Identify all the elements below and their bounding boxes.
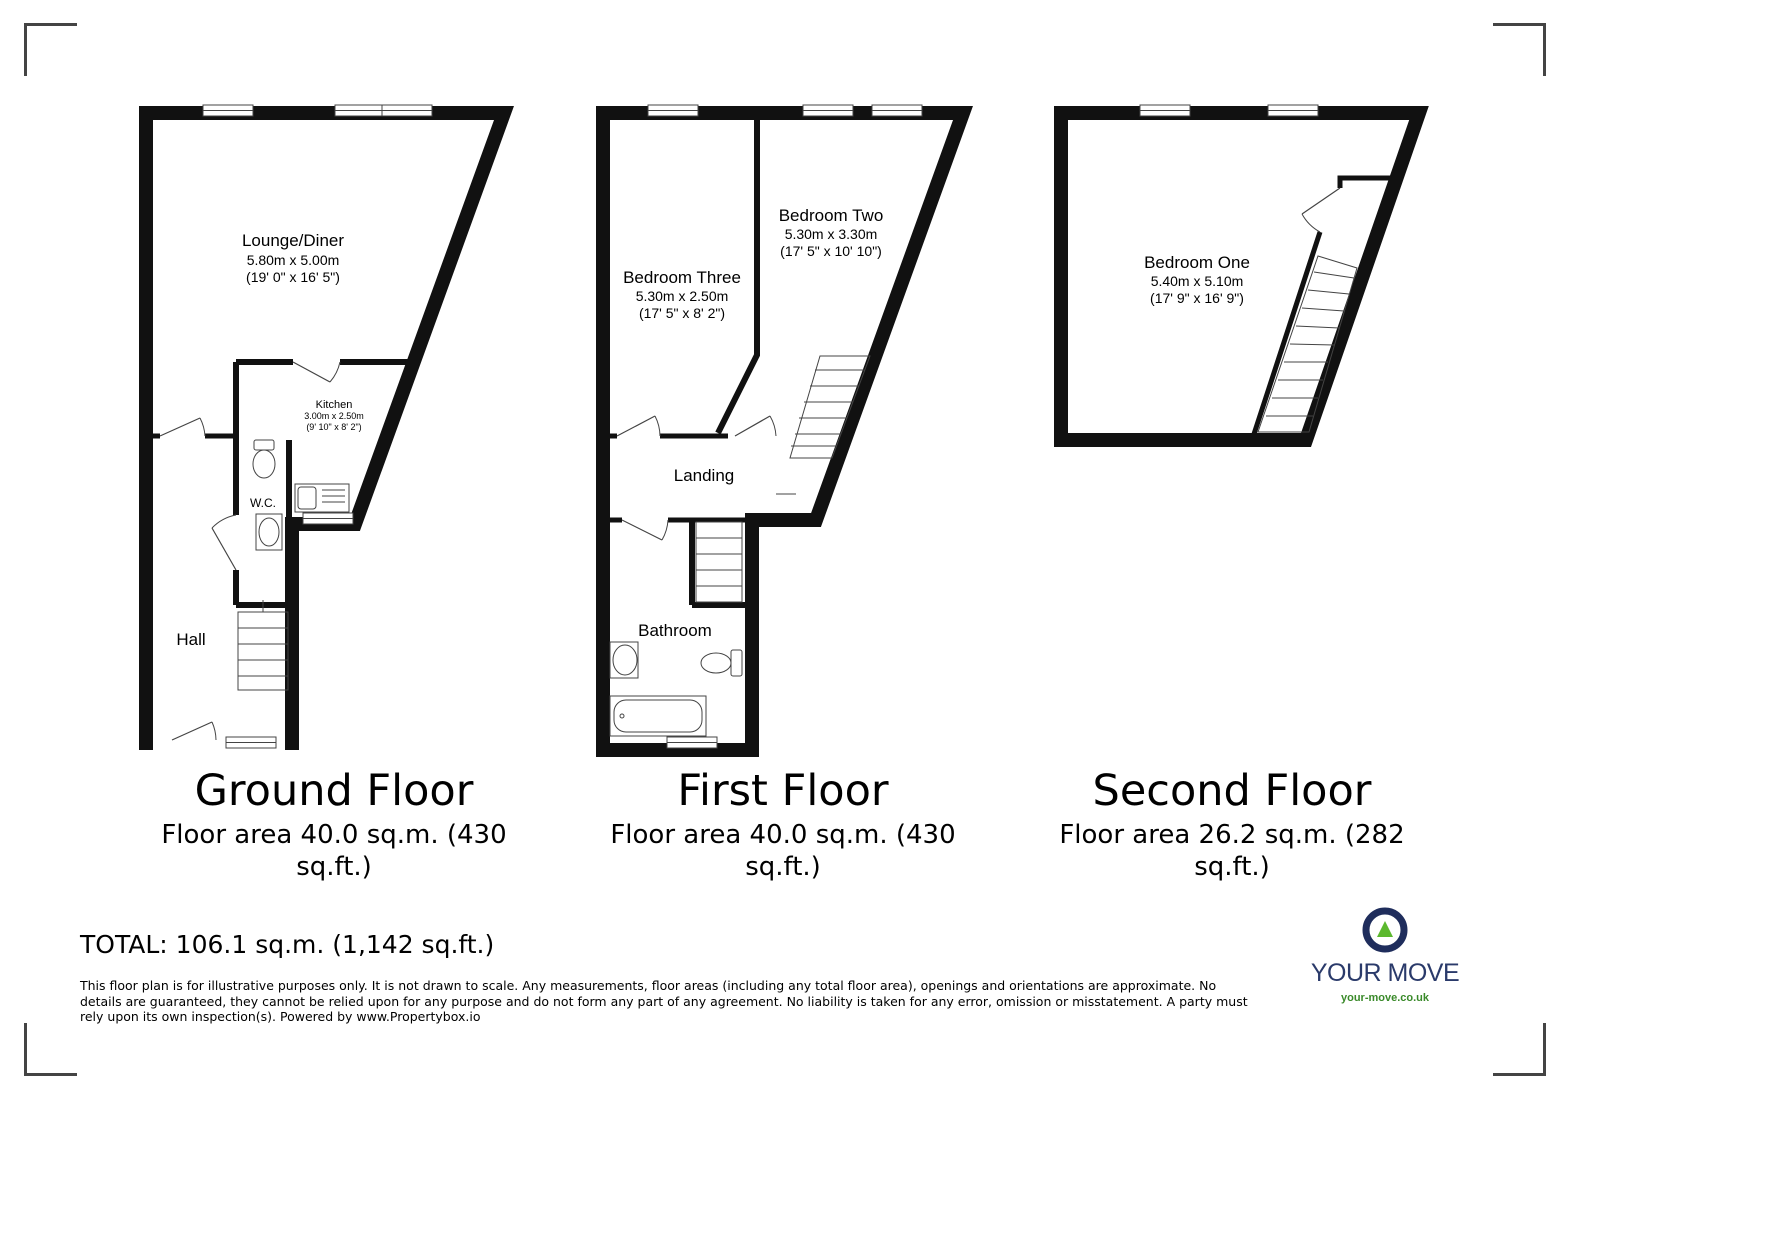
floor-title-ground: Ground Floor: [194, 766, 474, 816]
room-size-bedroom-one: 5.40m x 5.10m: [1150, 273, 1244, 289]
floor-title-first: First Floor: [677, 766, 889, 816]
room-label-bedroom-two: Bedroom Two: [778, 206, 884, 225]
first-floor-stairs-down: [696, 522, 742, 602]
room-label-landing: Landing: [673, 466, 735, 485]
room-label-bedroom-one: Bedroom One: [1144, 253, 1250, 272]
ground-floor-stairs: [238, 600, 288, 690]
room-label-bathroom: Bathroom: [638, 621, 712, 640]
room-size-imperial-bedroom-two: (17' 5" x 10' 10"): [780, 243, 882, 259]
bathroom-toilet-icon: [701, 650, 742, 676]
room-size-imperial-kitchen: (9' 10" x 8' 2"): [306, 422, 362, 432]
floor-area-first: Floor area 40.0 sq.m. (430 sq.ft.): [610, 820, 956, 882]
room-label-wc: W.C.: [250, 496, 276, 510]
room-label-kitchen: Kitchen: [315, 399, 353, 411]
room-size-kitchen: 3.00m x 2.50m: [304, 411, 364, 421]
wc-basin-icon: [256, 514, 282, 550]
your-move-logo-mark: [1357, 905, 1413, 955]
floor-area-ground: Floor area 40.0 sq.m. (430 sq.ft.): [161, 820, 507, 882]
room-size-imperial-bedroom-three: (17' 5" x 8' 2"): [638, 305, 726, 321]
room-size-bedroom-three: 5.30m x 2.50m: [635, 288, 729, 304]
your-move-logo: [1300, 905, 1470, 1004]
bathtub-icon: [610, 696, 706, 736]
logo-brand-name: YOUR MOVE: [1310, 959, 1460, 987]
room-size-imperial-bedroom-one: (17' 9" x 16' 9"): [1150, 290, 1244, 306]
room-label-lounge-diner: Lounge/Diner: [241, 231, 345, 250]
floor-area-second: Floor area 26.2 sq.m. (282 sq.ft.): [1059, 820, 1405, 882]
bathroom-basin-icon: [610, 642, 638, 678]
kitchen-sink-icon: [295, 484, 349, 512]
floor-title-second: Second Floor: [1092, 766, 1372, 816]
total-floor-area: TOTAL: 106.1 sq.m. (1,142 sq.ft.): [80, 930, 495, 959]
room-label-bedroom-three: Bedroom Three: [623, 268, 741, 287]
room-size-lounge-diner: 5.80m x 5.00m: [246, 252, 340, 268]
room-label-hall: Hall: [176, 630, 206, 649]
logo-website: your-move.co.uk: [1340, 992, 1430, 1004]
room-size-imperial-lounge-diner: (19' 0" x 16' 5"): [246, 269, 340, 285]
disclaimer-text: This floor plan is for illustrative purposes only. It is not drawn to scale. Any measurements, floor areas (including any total floor area), openings and orientations are approximate. No details are guaranteed, they cannot be relied upon for any purpose and do not form any part of any agreement. No liability is taken for any error, omission or misstatement. A party must rely upon its own inspection(s). Powered by www.Propertybox.io: [80, 978, 1248, 1024]
room-size-bedroom-two: 5.30m x 3.30m: [784, 226, 878, 242]
wc-toilet-icon: [253, 440, 275, 478]
first-floor-plan: [603, 105, 963, 750]
